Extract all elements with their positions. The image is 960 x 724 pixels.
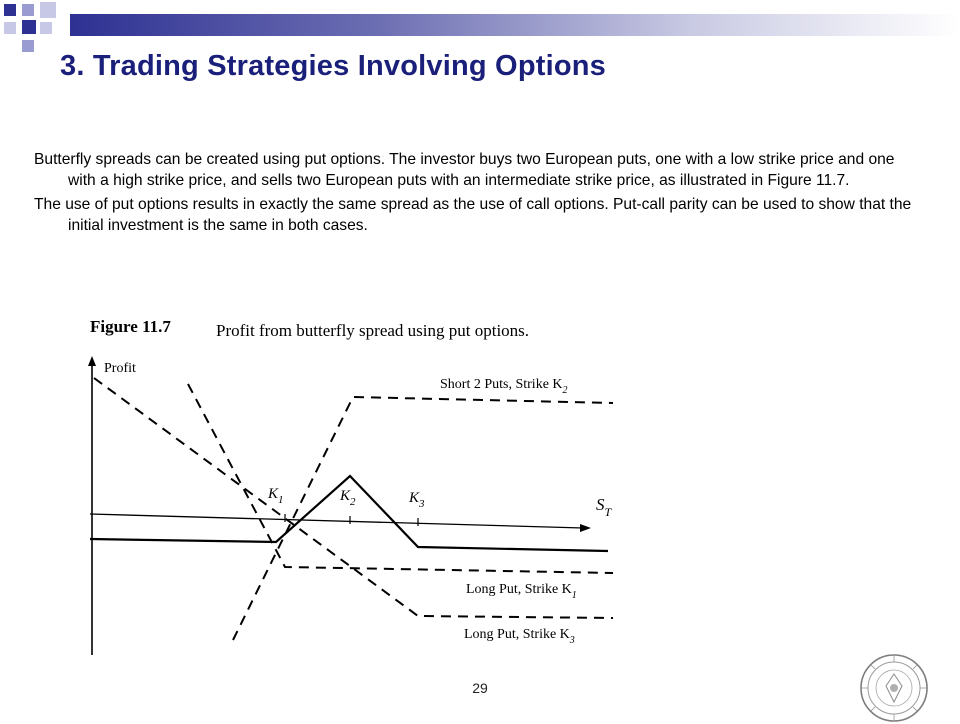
figure-caption: Profit from butterfly spread using put options.	[216, 321, 530, 340]
line-short-2-puts-k2	[233, 397, 613, 640]
y-axis-arrow	[88, 356, 96, 366]
slide-body	[34, 150, 914, 240]
paragraph-put-call-parity: The use of put options results in exactly the same spread as the use of call options. Put-call parity can be used to show that the initial investment is the same in both cases.	[34, 196, 912, 234]
x-axis	[90, 514, 583, 528]
series-label-short-2-puts: Short 2 Puts, Strike $K_2$	[440, 377, 568, 396]
figure-11-7	[78, 300, 650, 658]
header-gradient-bar	[70, 14, 960, 36]
x-axis-label: $S_T$	[596, 495, 612, 519]
figure-label: Figure 11.7	[90, 317, 171, 336]
series-label-long-put-k1: Long Put, Strike $K_1$	[466, 582, 577, 601]
series-label-long-put-k3: Long Put, Strike $K_3$	[464, 627, 575, 646]
strike-label-k2: $K_2$	[340, 488, 356, 508]
strike-label-k1: $K_1$	[268, 486, 284, 506]
x-axis-arrow	[580, 524, 591, 532]
slide-title: 3. Trading Strategies Involving Options	[60, 50, 606, 82]
line-long-put-k1	[188, 384, 613, 573]
strike-label-k3: $K_3$	[409, 490, 425, 510]
butterfly-put-diagram	[78, 300, 650, 658]
page-number: 29	[472, 680, 488, 696]
paragraph-butterfly-puts: Butterfly spreads can be created using put options. The investor buys two European puts, one with a low strike price and one with a high strike price, and sells two European puts with an intermediate strike price, as illustrated in Figure 11.7.	[34, 151, 895, 189]
y-axis-label: Profit	[104, 361, 136, 376]
university-seal-icon	[858, 652, 930, 724]
